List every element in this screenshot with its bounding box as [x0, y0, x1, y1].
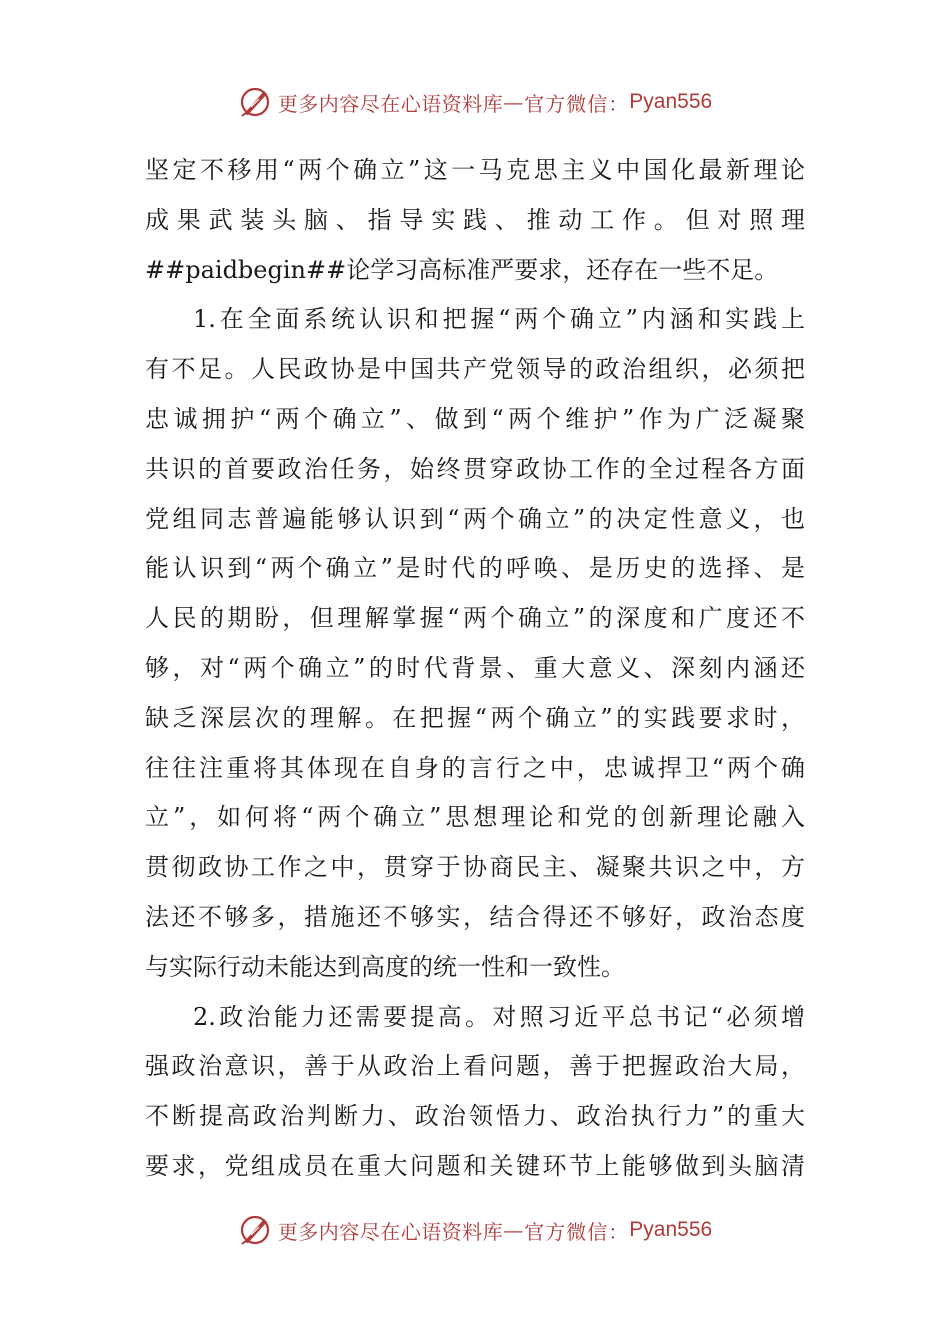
text-line: 人民的期盼，但理解掌握“两个确立”的深度和广度还不	[145, 604, 805, 633]
header-brand: 更多内容尽在心语资料库	[277, 91, 504, 116]
text-line: 法还不够多，措施还不够实，结合得还不够好，政治态度	[145, 902, 805, 931]
text-line: 2.政治能力还需要提高。对照习近平总书记“必须增	[193, 1002, 805, 1031]
header-wechat-id: Pyan556	[629, 90, 713, 113]
quill-logo-icon	[238, 85, 272, 119]
footer-wechat-id: Pyan556	[629, 1218, 713, 1241]
text-line: 贯彻政协工作之中，贯穿于协商民主、凝聚共识之中，方	[145, 853, 805, 882]
text-line: 忠诚拥护“两个确立”、做到“两个维护”作为广泛凝聚	[145, 404, 805, 433]
text-line: 能认识到“两个确立”是时代的呼唤、是历史的选择、是	[145, 554, 805, 583]
text-line: 坚定不移用“两个确立”这一马克思主义中国化最新理论	[145, 156, 805, 184]
text-line: 有不足。人民政协是中国共产党领导的政治组织，必须把	[145, 355, 805, 384]
quill-logo-icon	[238, 1213, 272, 1247]
text-line: 缺乏深层次的理解。在把握“两个确立”的实践要求时，	[145, 703, 805, 732]
document-body	[145, 146, 805, 1192]
text-line: 往往注重将其体现在自身的言行之中，忠诚捍卫“两个确	[145, 753, 805, 782]
text-line: 立”，如何将“两个确立”思想理论和党的创新理论融入	[145, 803, 805, 832]
text-line: 要求，党组成员在重大问题和关键环节上能够做到头脑清	[145, 1151, 805, 1180]
footer-wechat-label: 官方微信：	[524, 1219, 630, 1244]
text-line: 1.在全面系统认识和把握“两个确立”内涵和实践上	[193, 305, 805, 334]
text-line: 强政治意识，善于从政治上看问题，善于把握政治大局，	[145, 1052, 805, 1081]
text-line: 不断提高政治判断力、政治领悟力、政治执行力”的重大	[145, 1102, 805, 1131]
text-line: 共识的首要政治任务，始终贯穿政协工作的全过程各方面	[145, 454, 805, 483]
footer-dash: —	[503, 1218, 525, 1242]
header-watermark	[0, 82, 950, 122]
text-line: 成果武装头脑、指导实践、推动工作。但对照理	[145, 205, 805, 234]
header-dash: —	[503, 90, 525, 114]
text-line: 够，对“两个确立”的时代背景、重大意义、深刻内涵还	[145, 653, 805, 682]
text-line: ##paidbegin##论学习高标准严要求，还存在一些不足。	[145, 255, 779, 284]
header-wechat-label: 官方微信：	[524, 91, 630, 116]
text-line: 党组同志普遍能够认识到“两个确立”的决定性意义，也	[145, 504, 805, 533]
text-line: 与实际行动未能达到高度的统一性和一致性。	[145, 952, 625, 981]
footer-brand: 更多内容尽在心语资料库	[277, 1219, 504, 1244]
footer-watermark	[0, 1210, 950, 1250]
